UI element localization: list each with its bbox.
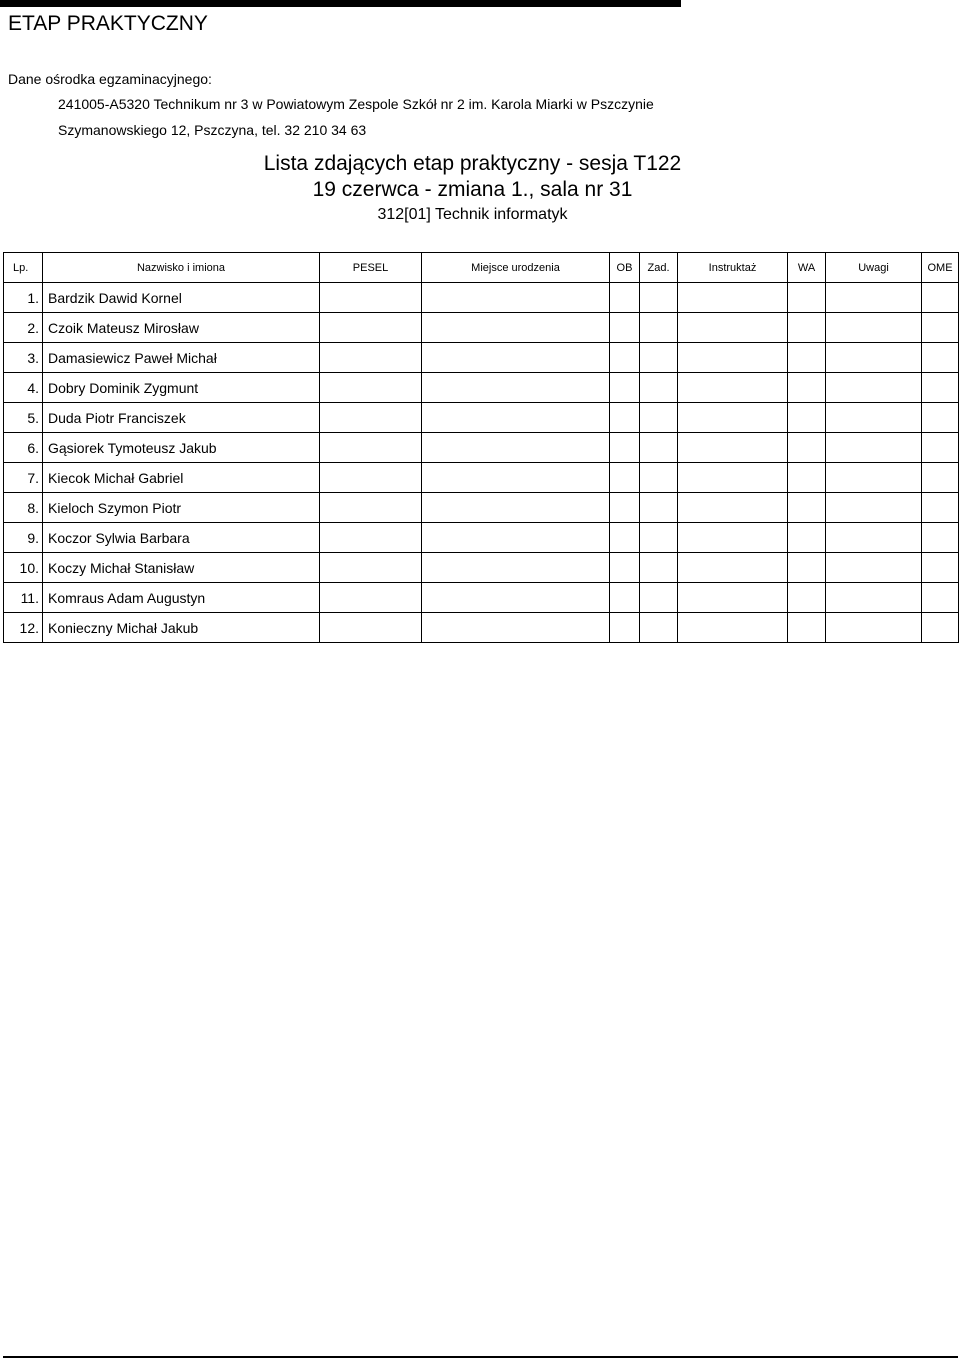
cell-ome [922,433,959,463]
row-number: 2. [4,313,43,343]
cell-zad [640,613,678,643]
cell-pesel [320,493,422,523]
cell-pesel [320,463,422,493]
cell-ob [610,283,640,313]
cell-zad [640,553,678,583]
table-row [4,373,959,403]
cell-instruktaz [678,403,788,433]
cell-pesel [320,553,422,583]
cell-birthplace [422,373,610,403]
cell-uwagi [826,373,922,403]
cell-birthplace [422,283,610,313]
cell-uwagi [826,343,922,373]
cell-pesel [320,523,422,553]
cell-zad [640,493,678,523]
exam-center-address: Szymanowskiego 12, Pszczyna, tel. 32 210 34 63 [58,122,367,138]
cell-ome [922,313,959,343]
cell-ob [610,613,640,643]
table-row [4,463,959,493]
table-row [4,403,959,433]
candidate-name: Konieczny Michał Jakub [43,613,320,643]
cell-zad [640,523,678,553]
cell-uwagi [826,613,922,643]
cell-ob [610,313,640,343]
row-number: 1. [4,283,43,313]
cell-uwagi [826,283,922,313]
cell-uwagi [826,313,922,343]
cell-zad [640,343,678,373]
cell-uwagi [826,523,922,553]
cell-instruktaz [678,343,788,373]
page-title: ETAP PRAKTYCZNY [8,12,208,35]
row-number: 8. [4,493,43,523]
candidate-name: Komraus Adam Augustyn [43,583,320,613]
cell-zad [640,433,678,463]
cell-uwagi [826,463,922,493]
row-number: 12. [4,613,43,643]
cell-wa [788,523,826,553]
table-row [4,313,959,343]
column-header-zad: Zad. [640,253,678,283]
row-number: 9. [4,523,43,553]
cell-zad [640,463,678,493]
row-number: 3. [4,343,43,373]
row-number: 11. [4,583,43,613]
cell-wa [788,343,826,373]
list-title: Lista zdających etap praktyczny - sesja T122 [263,152,682,175]
cell-ome [922,523,959,553]
cell-pesel [320,613,422,643]
cell-ome [922,553,959,583]
cell-uwagi [826,403,922,433]
row-number: 5. [4,403,43,433]
cell-instruktaz [678,433,788,463]
cell-ome [922,373,959,403]
cell-ome [922,583,959,613]
cell-ome [922,613,959,643]
candidate-name: Czoik Mateusz Mirosław [43,313,320,343]
cell-birthplace [422,313,610,343]
cell-ome [922,283,959,313]
cell-zad [640,313,678,343]
row-number: 7. [4,463,43,493]
cell-birthplace [422,583,610,613]
cell-zad [640,403,678,433]
cell-pesel [320,373,422,403]
exam-center-name: 241005-A5320 Technikum nr 3 w Powiatowym Zespole Szkół nr 2 im. Karola Miarki w Pszczynie [58,96,654,112]
cell-wa [788,433,826,463]
cell-birthplace [422,523,610,553]
cell-instruktaz [678,493,788,523]
cell-instruktaz [678,373,788,403]
cell-wa [788,583,826,613]
cell-pesel [320,343,422,373]
cell-wa [788,313,826,343]
table-header [4,253,959,283]
cell-instruktaz [678,553,788,583]
cell-uwagi [826,583,922,613]
cell-birthplace [422,553,610,583]
column-header-instruktaz: Instruktaż [678,253,788,283]
table-row [4,613,959,643]
table-row [4,523,959,553]
cell-pesel [320,313,422,343]
cell-pesel [320,403,422,433]
cell-instruktaz [678,313,788,343]
cell-wa [788,373,826,403]
candidate-name: Kiecok Michał Gabriel [43,463,320,493]
column-header-ome: OME [922,253,959,283]
cell-wa [788,613,826,643]
row-number: 4. [4,373,43,403]
candidate-name: Koczor Sylwia Barbara [43,523,320,553]
cell-ome [922,403,959,433]
table-row [4,283,959,313]
cell-birthplace [422,433,610,463]
cell-instruktaz [678,463,788,493]
column-header-name: Nazwisko i imiona [43,253,320,283]
cell-pesel [320,283,422,313]
cell-instruktaz [678,283,788,313]
candidate-name: Gąsiorek Tymoteusz Jakub [43,433,320,463]
column-header-birthplace: Miejsce urodzenia [422,253,610,283]
cell-wa [788,403,826,433]
cell-birthplace [422,403,610,433]
column-header-ob: OB [610,253,640,283]
cell-ob [610,403,640,433]
candidate-name: Dobry Dominik Zygmunt [43,373,320,403]
cell-birthplace [422,463,610,493]
bottom-rule [3,1356,958,1358]
cell-zad [640,283,678,313]
cell-instruktaz [678,613,788,643]
cell-ome [922,493,959,523]
cell-ob [610,433,640,463]
cell-wa [788,463,826,493]
cell-wa [788,283,826,313]
column-header-lp: Lp. [4,253,43,283]
row-number: 6. [4,433,43,463]
list-profession: 312[01] Technik informatyk [377,206,568,223]
column-header-uwagi: Uwagi [826,253,922,283]
table-row [4,493,959,523]
candidate-name: Bardzik Dawid Kornel [43,283,320,313]
cell-wa [788,553,826,583]
cell-uwagi [826,553,922,583]
candidate-name: Koczy Michał Stanisław [43,553,320,583]
cell-ome [922,463,959,493]
candidate-name: Duda Piotr Franciszek [43,403,320,433]
cell-ob [610,523,640,553]
cell-uwagi [826,433,922,463]
cell-uwagi [826,493,922,523]
cell-instruktaz [678,583,788,613]
cell-zad [640,583,678,613]
table-row [4,433,959,463]
column-header-pesel: PESEL [320,253,422,283]
candidate-name: Kieloch Szymon Piotr [43,493,320,523]
exam-center-label: Dane ośrodka egzaminacyjnego: [8,71,212,87]
row-number: 10. [4,553,43,583]
candidate-name: Damasiewicz Paweł Michał [43,343,320,373]
cell-wa [788,493,826,523]
header-row [4,253,959,283]
table-row [4,343,959,373]
cell-ob [610,583,640,613]
cell-zad [640,373,678,403]
column-header-wa: WA [788,253,826,283]
list-subtitle: 19 czerwca - zmiana 1., sala nr 31 [312,178,633,201]
top-rule [0,0,681,7]
cell-birthplace [422,493,610,523]
cell-birthplace [422,613,610,643]
table-row [4,553,959,583]
cell-ob [610,463,640,493]
cell-birthplace [422,343,610,373]
cell-pesel [320,433,422,463]
candidates-table [3,252,959,643]
table-body [4,283,959,643]
cell-ob [610,493,640,523]
table-row [4,583,959,613]
cell-ome [922,343,959,373]
cell-ob [610,373,640,403]
cell-ob [610,343,640,373]
cell-pesel [320,583,422,613]
cell-ob [610,553,640,583]
cell-instruktaz [678,523,788,553]
